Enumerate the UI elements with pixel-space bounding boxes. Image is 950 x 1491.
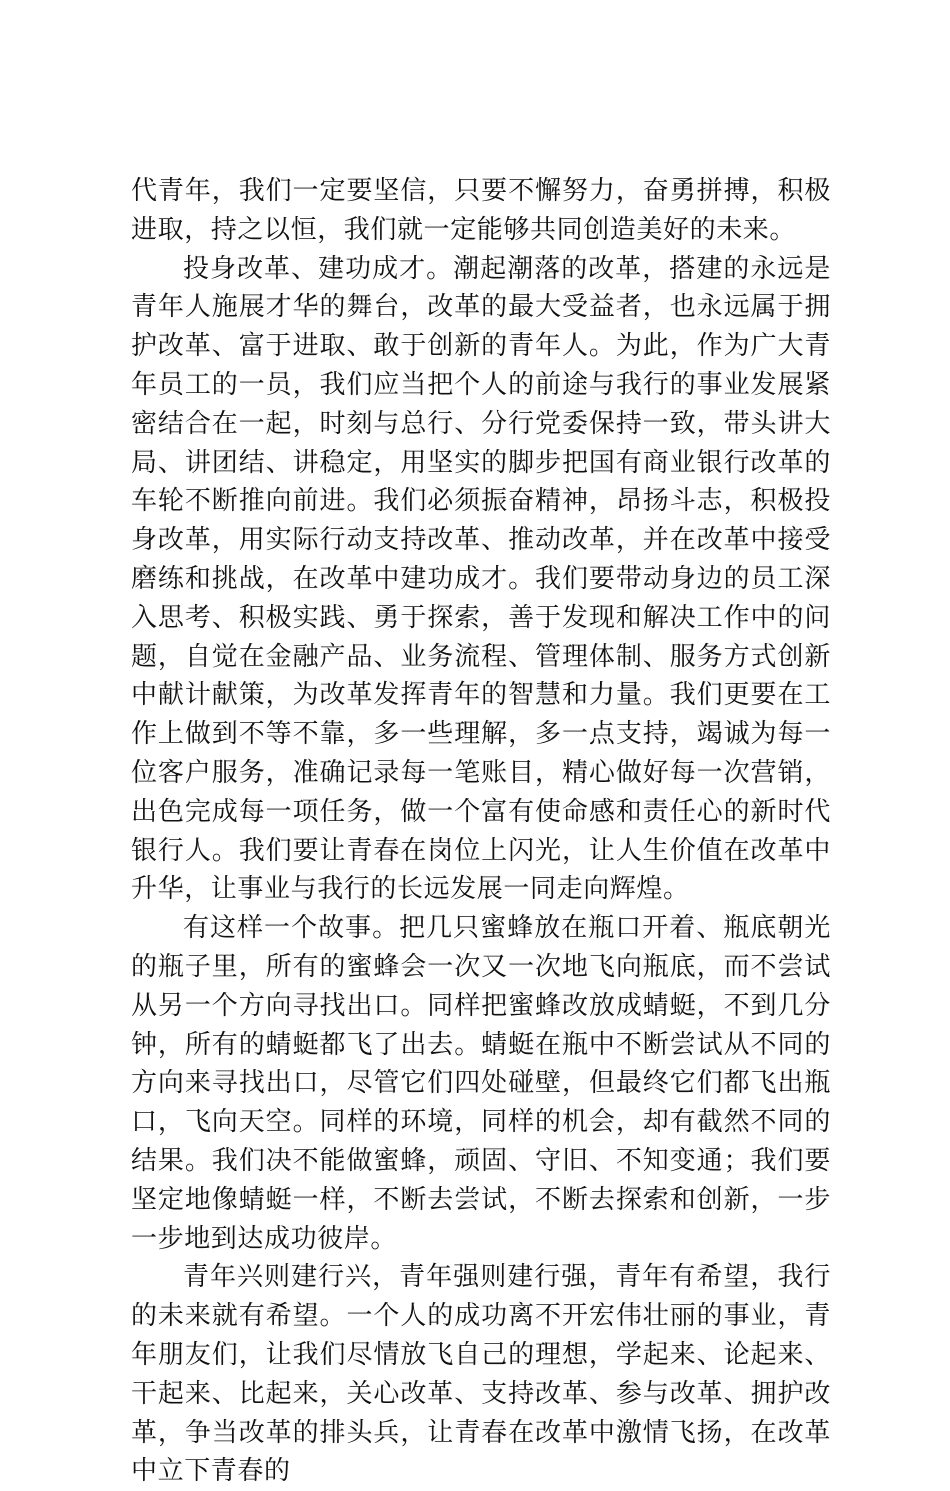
paragraph-continuation: 代青年，我们一定要坚信，只要不懈努力，奋勇拼搏，积极进取，持之以恒，我们就一定能够共同创造美好的未来。 (131, 176, 831, 245)
paragraph-story: 有这样一个故事。把几只蜜蜂放在瓶口开着、瓶底朝光的瓶子里，所有的蜜蜂会一次又一次地飞向瓶底，而不尝试从另一个方向寻找出口。同样把蜜蜂改放成蜻蜓，不到几分钟，所有的蜻蜓都飞了出去。蜻蜓在瓶中不断尝试从不同的方向来寻找出口，尽管它们四处碰壁，但最终它们都飞出瓶口，飞向天空。同样的环境，同样的机会，却有截然不同的结果。我们决不能做蜜蜂，顽固、守旧、不知变通；我们要坚定地像蜻蜓一样，不断去尝试，不断去探索和创新，一步一步地到达成功彼岸。 (131, 913, 831, 1254)
paragraph-conclusion: 青年兴则建行兴，青年强则建行强，青年有希望，我行的未来就有希望。一个人的成功离不开宏伟壮丽的事业，青年朋友们，让我们尽情放飞自己的理想，学起来、论起来、干起来、比起来，关心改革、支持改革、参与改革、拥护改革，争当改革的排头兵，让青春在改革中激情飞扬，在改革中立下青春的 (131, 1262, 831, 1487)
body-text (131, 172, 831, 1491)
paragraph-reform: 投身改革、建功成才。潮起潮落的改革，搭建的永远是青年人施展才华的舞台，改革的最大受益者，也永远属于拥护改革、富于进取、敢于创新的青年人。为此，作为广大青年员工的一员，我们应当把个人的前途与我行的事业发展紧密结合在一起，时刻与总行、分行党委保持一致，带头讲大局、讲团结、讲稳定，用坚实的脚步把国有商业银行改革的车轮不断推向前进。我们必须振奋精神，昂扬斗志，积极投身改革，用实际行动支持改革、推动改革，并在改革中接受磨练和挑战，在改革中建功成才。我们要带动身边的员工深入思考、积极实践、勇于探索，善于发现和解决工作中的问题，自觉在金融产品、业务流程、管理体制、服务方式创新中献计献策，为改革发挥青年的智慧和力量。我们更要在工作上做到不等不靠，多一些理解，多一点支持，竭诚为每一位客户服务，准确记录每一笔账目，精心做好每一次营销，出色完成每一项任务，做一个富有使命感和责任心的新时代银行人。我们要让青春在岗位上闪光，让人生价值在改革中升华，让事业与我行的长远发展一同走向辉煌。 (131, 253, 831, 905)
